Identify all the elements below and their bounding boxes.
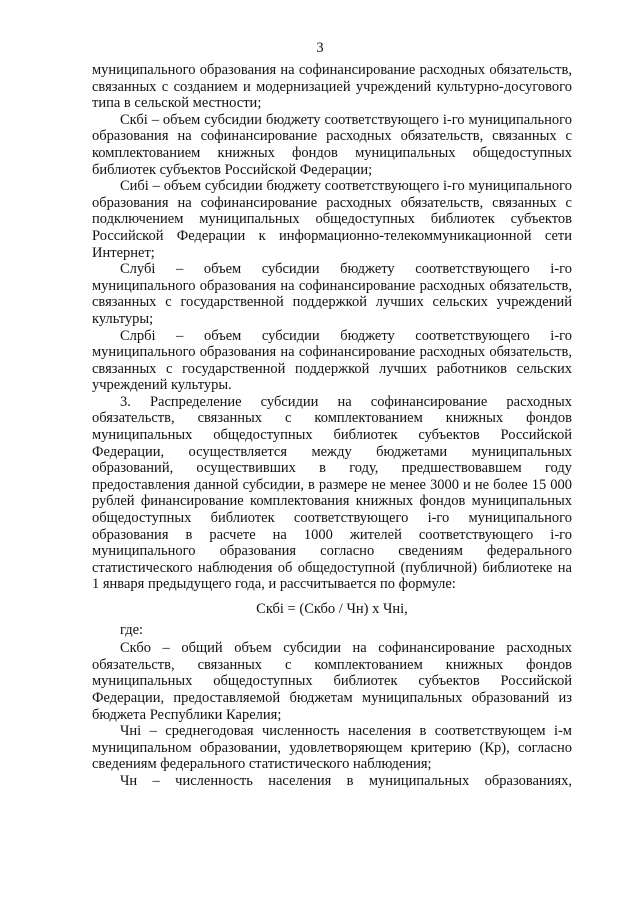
page-number: 3 xyxy=(316,40,324,56)
definition: Чн – численность населения в муниципальных образованиях, xyxy=(120,772,572,789)
paragraph: Слрбi – объем субсидии бюджету соответствующего i-го муниципального образования на софинансирование расходных обязательств, связанных с государственной поддержкой лучших работников сельских учреждений культуры. xyxy=(92,327,572,394)
document-body xyxy=(92,62,572,790)
paragraph: Слубi – объем субсидии бюджету соответствующего i-го муниципального образования на софинансирование расходных обязательств, связанных с государственной поддержкой лучших сельских учреждений культуры; xyxy=(92,261,572,327)
formula: Скбi = (Скбо / Чн) x Чнi, xyxy=(256,601,408,617)
definition: Скбо – общий объем субсидии на софинансирование расходных обязательств, связанных с комплектованием книжных фондов муниципальных общедоступных библиотек субъектов Российской Федерации, предоставляемой бюджетам муниципальных образований из бюджета Республики Карелия; xyxy=(92,640,572,723)
where-label: где: xyxy=(120,621,144,638)
paragraph: муниципального образования на софинансирование расходных обязательств, связанных с созданием и модернизацией учреждений культурно-досугового типа в сельской местности; xyxy=(92,62,572,112)
definition: Чнi – среднегодовая численность населения в соответствующем i-м муниципальном образовании, удовлетворяющем критерию (Кр), согласно сведениям федерального статистического наблюдения; xyxy=(92,723,572,773)
paragraph: Скбi – объем субсидии бюджету соответствующего i-го муниципального образования на софинансирование расходных обязательств, связанных с комплектованием книжных фондов муниципальных общедоступных библиотек субъектов Российской Федерации; xyxy=(92,111,572,178)
paragraph: 3. Распределение субсидии на софинансирование расходных обязательств, связанных с комплектованием книжных фондов муниципальных общедоступных библиотек субъектов Российской Федерации, осуществляется между бюджетами муниципальных образований, осуществивших в году, предшествовавшем году предоставления данной субсидии, в размере не менее 3000 и не более 15 000 рублей финансирование комплектования книжных фондов муниципальных общедоступных библиотек соответствующего i-го муниципального образования в расчете на 1000 жителей соответствующего i-го муниципального образования согласно сведениям федерального статистического наблюдения об общедоступной (публичной) библиотеке на 1 января предыдущего года, и рассчитывается по формуле: xyxy=(92,393,572,593)
paragraph: Сибi – объем субсидии бюджету соответствующего i-го муниципального образования на софинансирование расходных обязательств, связанных с подключением муниципальных общедоступных библиотек субъектов Российской Федерации к информационно-телекоммуникационной сети Интернет; xyxy=(92,178,572,261)
